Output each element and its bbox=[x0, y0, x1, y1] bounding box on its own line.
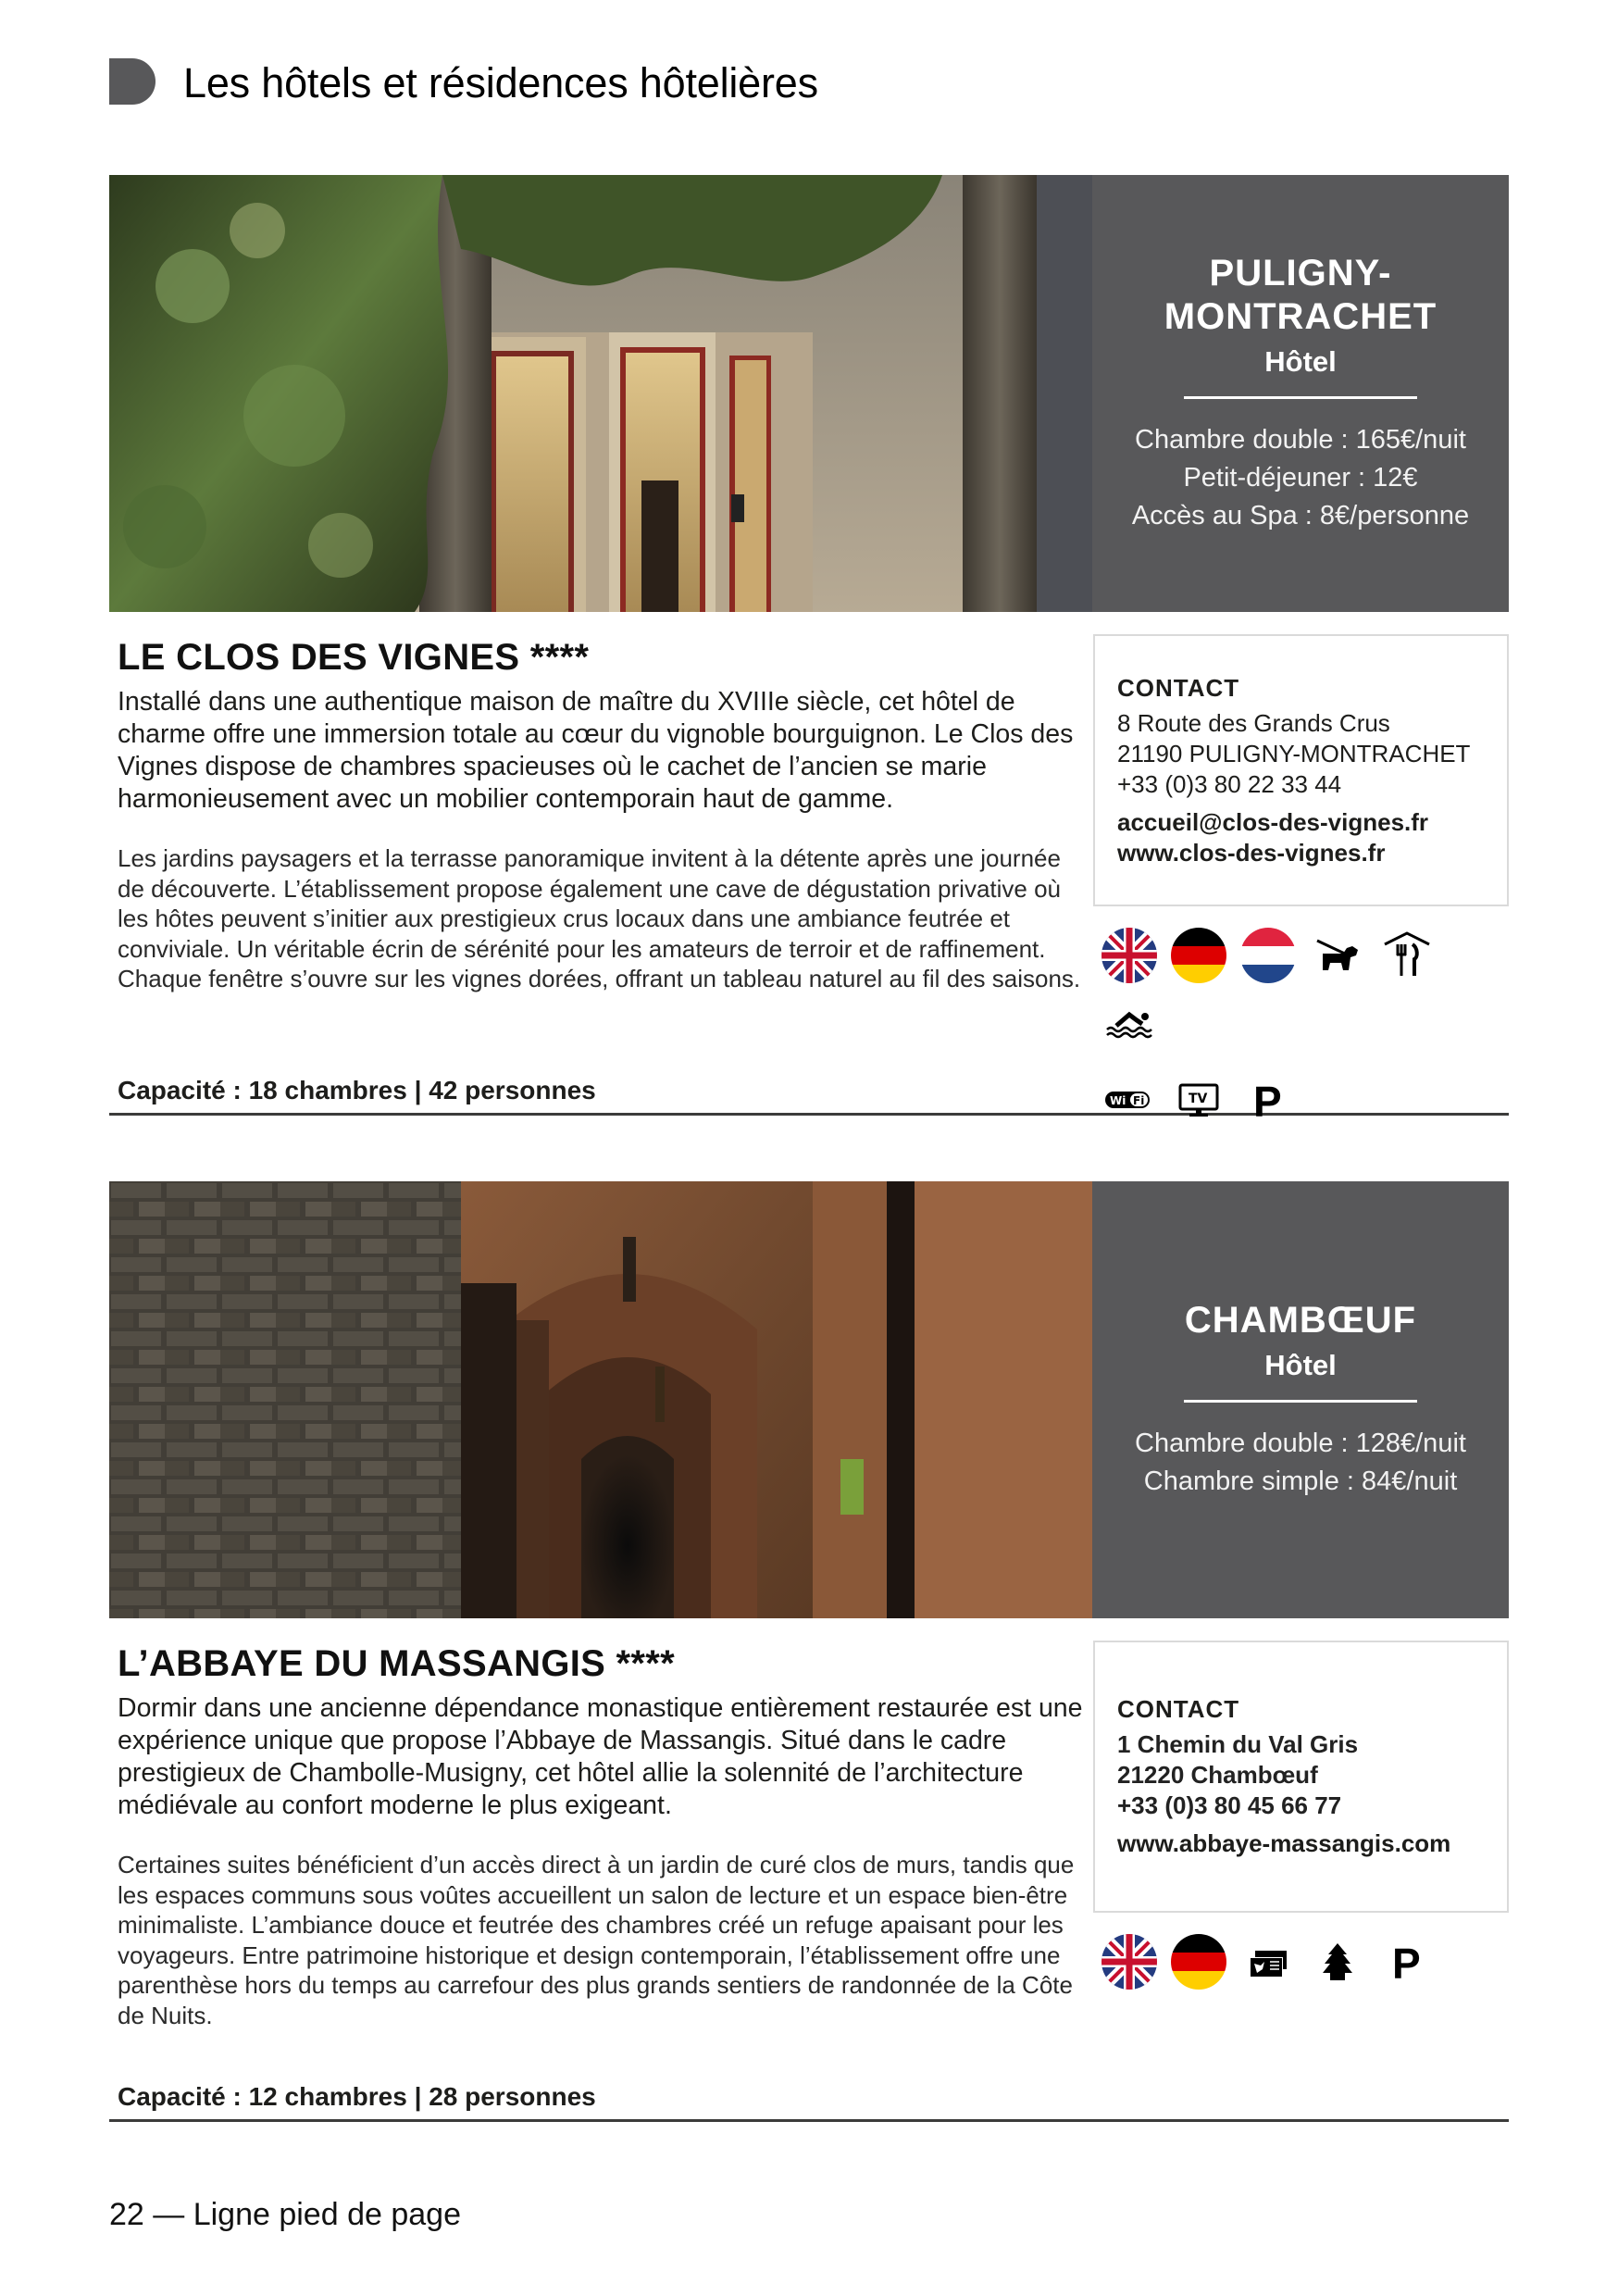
photo-vaulted-brick-cloister bbox=[109, 1181, 1092, 1618]
contact-box bbox=[1093, 634, 1509, 906]
price-line: Chambre double : 128€/nuit bbox=[1135, 1429, 1466, 1458]
capacity-info: Capacité : 12 chambres | 28 personnes bbox=[118, 2082, 596, 2111]
hotel-description: Certaines suites bénéficient d’un accès direct à un jardin de curé clos de murs, tandis que les espaces communs sous voûtes accueillent un salon de lecture et un espace bien-être minimaliste. L’ambiance douce et feutrée des chambres créé un refuge apaisant pour les voyageurs. Entre patrimoine historique et design contemporain, l’établissement offre une parenthèse hors du temps au carrefour des plus grands sentiers de randonnée de la Côte de Nuits. bbox=[118, 1851, 1075, 2029]
address-city: 21190 PULIGNY-MONTRACHET bbox=[1117, 739, 1471, 767]
nature-lodge-icon bbox=[1310, 1934, 1365, 1990]
accommodation-type: Hôtel bbox=[1264, 1349, 1337, 1381]
tv-icon bbox=[1171, 1072, 1226, 1128]
email-link[interactable]: accueil@clos-des-vignes.fr bbox=[1117, 807, 1429, 836]
svg-text:Fi: Fi bbox=[1133, 1094, 1145, 1107]
svg-text:Wi: Wi bbox=[1110, 1094, 1126, 1107]
hotel-description: Les jardins paysagers et la terrasse panoramique invitent à la détente après une journée de découverte. L’établissement propose également une cave de dégustation privative où les hôtes peuvent s’initier aux prestigieux crus locaux dans une ambiance feutrée et conviviale. Un véritable écrin de sérénité pour les amateurs de terroir et de raffinement. Chaque fenêtre s’ouvre sur les vignes dorées, offrant un tableau naturel au fil des saisons. bbox=[118, 844, 1081, 992]
germany-flag-icon bbox=[1171, 928, 1226, 983]
amenity-icons bbox=[1101, 928, 1509, 1128]
photo-ivy-covered-facade bbox=[109, 175, 1092, 612]
phone-number[interactable]: +33 (0)3 80 45 66 77 bbox=[1117, 1791, 1342, 1819]
panel-divider bbox=[1184, 1400, 1417, 1403]
germany-flag-icon bbox=[1171, 1934, 1226, 1990]
address-street: 1 Chemin du Val Gris bbox=[1117, 1730, 1359, 1758]
pets-allowed-icon bbox=[1310, 928, 1365, 983]
contact-box bbox=[1093, 1641, 1509, 1913]
holiday-vouchers-icon bbox=[1240, 1934, 1296, 1990]
price-line: Chambre double : 165€/nuit bbox=[1135, 425, 1466, 455]
restaurant-icon bbox=[1379, 928, 1435, 983]
panel-divider bbox=[1184, 396, 1417, 399]
hotel-photo bbox=[109, 1181, 1092, 1618]
price-line: Accès au Spa : 8€/personne bbox=[1131, 501, 1470, 530]
parking-icon bbox=[1240, 1072, 1296, 1128]
price-panel bbox=[1092, 1181, 1509, 1618]
website-link[interactable]: www.abbaye-massangis.com bbox=[1117, 1829, 1451, 1857]
town-name: CHAMBŒUF bbox=[1184, 1300, 1417, 1341]
price-panel bbox=[1092, 175, 1509, 612]
section-title: Les hôtels et résidences hôtelières bbox=[183, 59, 818, 106]
section-divider bbox=[109, 2119, 1509, 2122]
hotel-lead-paragraph: Installé dans une authentique maison de maître du XVIIIe siècle, cet hôtel de charme offre une immersion totale au cœur du vignoble bourguignon. Le Clos des Vignes dispose de chambres spacieuses où le cachet de l’ancien se marie harmonieusement avec un mobilier contemporain haut de gamme. bbox=[118, 687, 1074, 814]
svg-text:P: P bbox=[1392, 1940, 1421, 1988]
svg-text:P: P bbox=[1253, 1078, 1282, 1126]
price-line: Petit-déjeuner : 12€ bbox=[1183, 463, 1418, 493]
contact-title: CONTACT bbox=[1117, 673, 1240, 702]
svg-text:TV: TV bbox=[1189, 1092, 1208, 1106]
section-tab-marker bbox=[109, 58, 156, 105]
page-header bbox=[109, 58, 818, 106]
parking-icon bbox=[1379, 1934, 1435, 1990]
uk-flag-icon bbox=[1101, 1934, 1157, 1990]
amenity-icons bbox=[1101, 1934, 1509, 1990]
phone-number[interactable]: +33 (0)3 80 22 33 44 bbox=[1117, 769, 1342, 798]
hotel-lead-paragraph: Dormir dans une ancienne dépendance monastique entièrement restaurée est une expérience unique que propose l’Abbaye de Massangis. Situé dans le cadre prestigieux de Chambolle-Musigny, cet hôtel allie la solennité de l’architecture médiévale au confort moderne le plus exigeant. bbox=[118, 1693, 1083, 1820]
contact-title: CONTACT bbox=[1117, 1695, 1240, 1723]
hotel-photo bbox=[109, 175, 1092, 612]
hotel-name: L’ABBAYE DU MASSANGIS **** bbox=[118, 1643, 675, 1684]
netherlands-flag-icon bbox=[1240, 928, 1296, 983]
capacity-info: Capacité : 18 chambres | 42 personnes bbox=[118, 1076, 596, 1104]
address-city: 21220 Chambœuf bbox=[1117, 1761, 1318, 1789]
wifi-icon bbox=[1101, 1072, 1157, 1128]
swimming-pool-icon bbox=[1101, 994, 1157, 1050]
accommodation-type: Hôtel bbox=[1264, 345, 1337, 378]
uk-flag-icon bbox=[1101, 928, 1157, 983]
price-line: Chambre simple : 84€/nuit bbox=[1143, 1466, 1458, 1496]
address-street: 8 Route des Grands Crus bbox=[1117, 708, 1390, 737]
page-footer: 22 — Ligne pied de page bbox=[109, 2197, 461, 2232]
town-name: PULIGNY-MONTRACHET bbox=[1164, 253, 1438, 337]
hotel-name: LE CLOS DES VIGNES **** bbox=[118, 637, 590, 678]
website-link[interactable]: www.clos-des-vignes.fr bbox=[1117, 838, 1386, 867]
